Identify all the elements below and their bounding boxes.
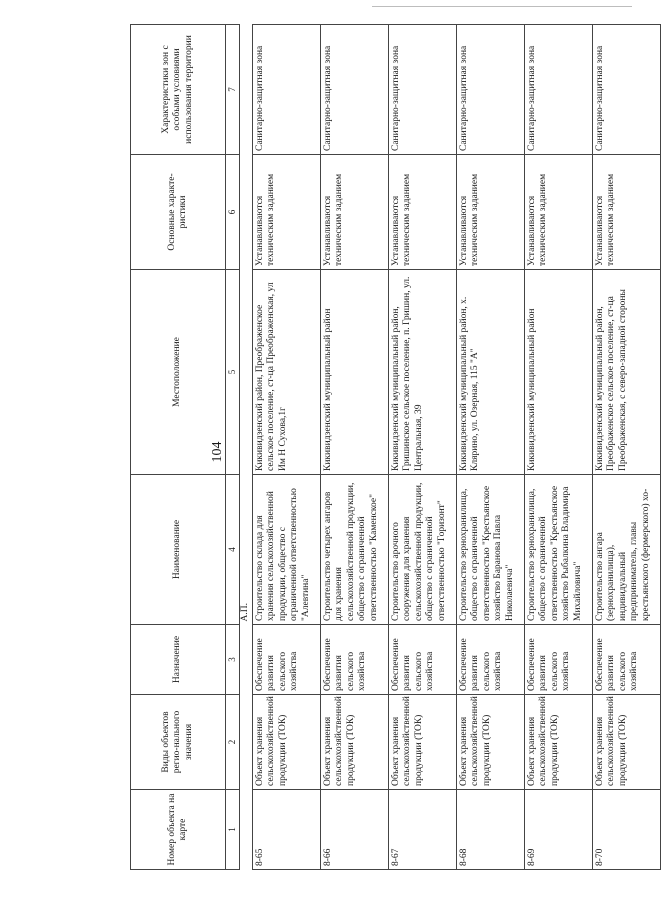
location-cell: Кикивидзенский муниципальный район, х. Клярино, ул. Озерная, 115 "А": [456, 270, 524, 475]
name-cell: Строительство зернохранилища, общество с ограниченной ответственностью "Крестьянское хозяйство Рыбалкина Владимира Михайловича": [524, 475, 592, 625]
location-cell: Кикивидзенский муниципальный район, Преображенское сельское поселение, ст-ца Преображенская, с северо-западной стороны: [592, 270, 660, 475]
characteristics-cell: Устанавливаются техническим заданием: [252, 155, 320, 270]
column-number: 2: [226, 695, 240, 790]
characteristics-cell: Устанавливаются техническим заданием: [592, 155, 660, 270]
characteristics-cell: Устанавливаются техническим заданием: [524, 155, 592, 270]
object-type-cell: Объект хранения сельскохозяйственной продукции (ТОК): [592, 695, 660, 790]
zones-cell: Санитарно-защитная зона: [320, 25, 388, 155]
object-type-cell: Объект хранения сельскохозяйственной продукции (ТОК): [252, 695, 320, 790]
location-cell: Кикивидзенский муниципальный район: [320, 270, 388, 475]
zones-cell: Санитарно-защитная зона: [524, 25, 592, 155]
zones-cell: Санитарно-защитная зона: [252, 25, 320, 155]
object-type-cell: Объект хранения сельскохозяйственной продукции (ТОК): [524, 695, 592, 790]
column-number: 4: [226, 475, 240, 625]
column-number: 6: [226, 155, 240, 270]
header-purpose: Назначение: [131, 625, 226, 695]
purpose-cell: Обеспечение развития сельского хозяйства: [320, 625, 388, 695]
name-cell: Строительство четырех ангаров для хранения сельскохозяйственной продукции, общество с ограниченной ответственностью "Каменское": [320, 475, 388, 625]
section-label: А.П.: [240, 25, 253, 625]
header-number: Номер объекта на карте: [131, 790, 226, 870]
zones-cell: Санитарно-защитная зона: [592, 25, 660, 155]
column-number: 3: [226, 625, 240, 695]
object-type-cell: Объект хранения сельскохозяйственной продукции (ТОК): [388, 695, 456, 790]
table-row: [252, 25, 320, 870]
purpose-cell: Обеспечение развития сельского хозяйства: [456, 625, 524, 695]
purpose-cell: Обеспечение развития сельского хозяйства: [252, 625, 320, 695]
object-number-cell: 8-67: [388, 790, 456, 870]
header-row: [131, 25, 226, 870]
column-number: 5: [226, 270, 240, 475]
object-number-cell: 8-68: [456, 790, 524, 870]
name-cell: Строительство ангара (зернохранилища), индивидуальный предприниматель, главы крестьянского (фермерского) хо-: [592, 475, 660, 625]
object-number-cell: 8-66: [320, 790, 388, 870]
header-characteristics: Основные характе-ристики: [131, 155, 226, 270]
name-cell: Строительство арочного сооружения для хранения сельскохозяйственной продукции, общество с ограниченной ответственностью "Горизонт": [388, 475, 456, 625]
header-location: Местоположение: [131, 270, 226, 475]
top-edge-line: [372, 6, 632, 7]
object-type-cell: Объект хранения сельскохозяйственной продукции (ТОК): [320, 695, 388, 790]
table-row: [592, 25, 660, 870]
table-row: [524, 25, 592, 870]
object-number-cell: 8-65: [252, 790, 320, 870]
rotated-table-wrapper: [130, 25, 651, 870]
column-number: 7: [226, 25, 240, 155]
regional-objects-table: [130, 24, 661, 870]
table-row: [388, 25, 456, 870]
header-zones: Характеристики зон с особыми условиями использования территории: [131, 25, 226, 155]
characteristics-cell: Устанавливаются техническим заданием: [320, 155, 388, 270]
column-number-row: [226, 25, 240, 870]
header-object-type: Виды объектов регио-нального значения: [131, 695, 226, 790]
name-cell: Строительство склада для хранения сельскохозяйственной продукции, общество с ограниченной ответственностью "Алевтина": [252, 475, 320, 625]
section-row: [240, 25, 253, 870]
characteristics-cell: Устанавливаются техническим заданием: [388, 155, 456, 270]
purpose-cell: Обеспечение развития сельского хозяйства: [388, 625, 456, 695]
zones-cell: Санитарно-защитная зона: [388, 25, 456, 155]
location-cell: Кикивидзенский муниципальный район: [524, 270, 592, 475]
purpose-cell: Обеспечение развития сельского хозяйства: [524, 625, 592, 695]
object-type-cell: Объект хранения сельскохозяйственной продукции (ТОК): [456, 695, 524, 790]
location-cell: Кикивидзенский муниципальный район, Гришинское сельское поселение, п. Гришин, ул. Центральная, 39: [388, 270, 456, 475]
header-name: Наименование: [131, 475, 226, 625]
zones-cell: Санитарно-защитная зона: [456, 25, 524, 155]
column-number: 1: [226, 790, 240, 870]
table-row: [320, 25, 388, 870]
characteristics-cell: Устанавливаются техническим заданием: [456, 155, 524, 270]
object-number-cell: 8-69: [524, 790, 592, 870]
table-row: [456, 25, 524, 870]
location-cell: Кикивидзенский район, Преображенское сельское поселение, ст-ца Преображенская, ул Им Н Сухова,1г: [252, 270, 320, 475]
name-cell: Строительство зернохранилища, общество с ограниченной ответственностью "Крестьянское хозяйство Баранова Павла Николаевича": [456, 475, 524, 625]
object-number-cell: 8-70: [592, 790, 660, 870]
page-number: 104: [210, 441, 225, 463]
purpose-cell: Обеспечение развития сельского хозяйства: [592, 625, 660, 695]
